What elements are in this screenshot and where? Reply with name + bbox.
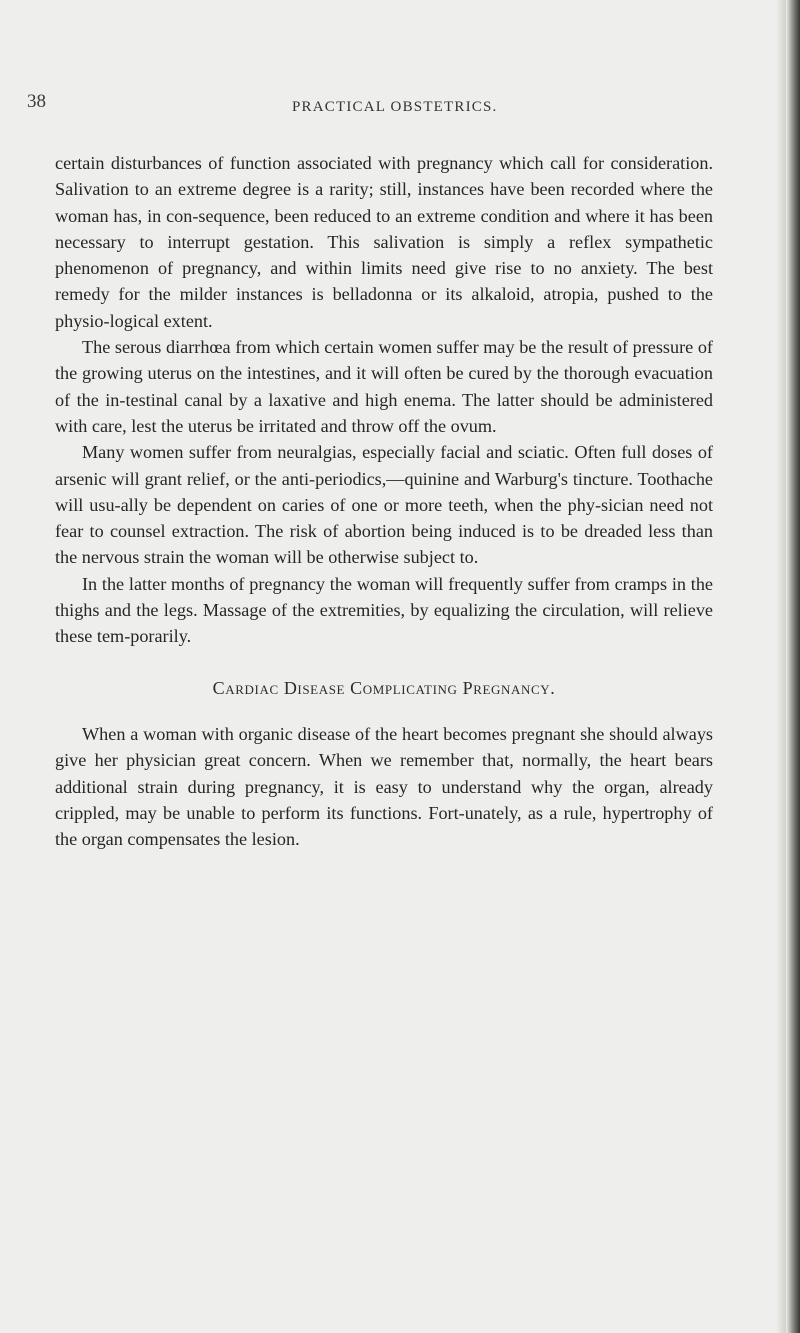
page-spine-shadow	[786, 0, 800, 1333]
page-number: 38	[27, 91, 46, 112]
paragraph-cramps: In the latter months of pregnancy the woman will frequently suffer from cramps in the thighs and the legs. Massage of the extremities, by equalizing the circulation, will relieve these tem-porarily.	[55, 573, 713, 647]
paragraph-diarrhoea: The serous diarrhœa from which certain women suffer may be the result of pressure of the growing uterus on the intestines, and it will often be cured by the thorough evacuation of the in-testinal canal by a laxative and high enema. The latter should be administered with care, lest the uterus be irritated and throw off the ovum.	[55, 337, 713, 436]
running-title: PRACTICAL OBSTETRICS.	[292, 99, 498, 115]
paragraph-cardiac-disease: When a woman with organic disease of the heart becomes pregnant she should always give her physician great concern. When we remember that, normally, the heart bears additional strain during pregnancy, it is easy to understand why the organ, already crippled, may be unable to perform its functions. Fort-unately, as a rule, hypertrophy of the organ compensates the lesion.	[55, 723, 713, 850]
page-gutter-shade	[776, 0, 786, 1333]
section-heading: Cardiac Disease Complicating Pregnancy.	[212, 677, 556, 698]
body-text	[55, 150, 713, 852]
paragraph-neuralgias: Many women suffer from neuralgias, especially facial and sciatic. Often full doses of arsenic will grant relief, or the anti-periodics,—quinine and Warburg's tincture. Toothache will usu-ally be dependent on caries of one or more teeth, when the phy-sician need not fear to counsel extraction. The risk of abortion being induced is to be dreaded less than the nervous strain the woman will be otherwise subject to.	[55, 442, 713, 568]
running-head	[27, 91, 737, 121]
paragraph-salivation: certain disturbances of function associated with pregnancy which call for consideration. Salivation to an extreme degree is a rarity; still, instances have been recorded where the woman has, in con-sequence, been reduced to an extreme condition and where it has been necessary to interrupt gestation. This salivation is simply a reflex sympathetic phenomenon of pregnancy, and within limits need give rise to no anxiety. The best remedy for the milder instances is belladonna or its alkaloid, atropia, pushed to the physio-logical extent.	[55, 153, 713, 331]
